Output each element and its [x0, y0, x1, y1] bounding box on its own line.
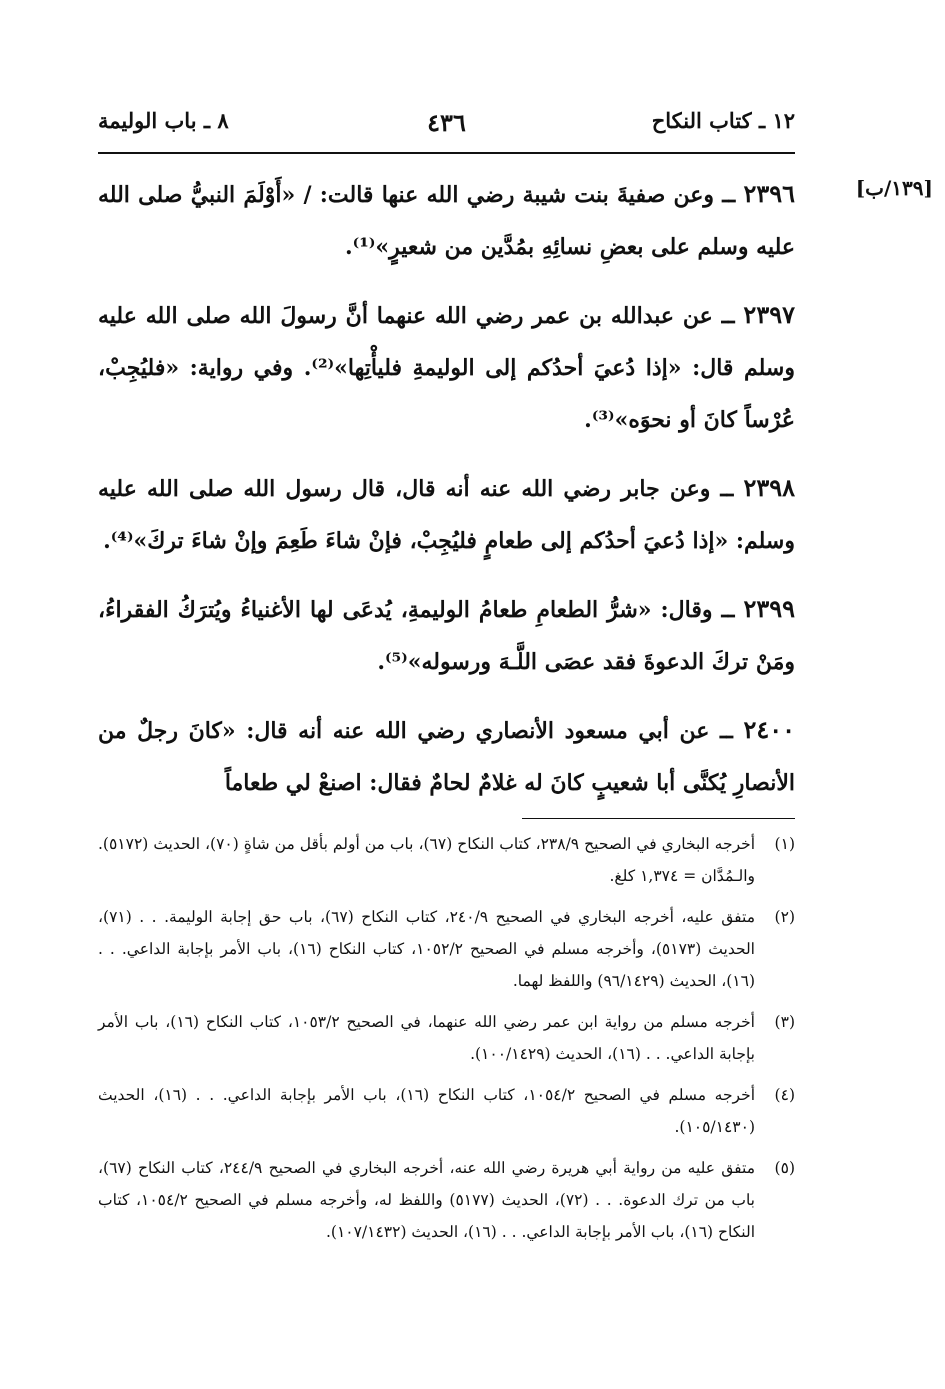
- hadith-number: ٢٣٩٩: [743, 594, 795, 623]
- footnote-number: (٤): [774, 1086, 795, 1104]
- footnote-number: (١): [774, 835, 795, 853]
- footnote-text: أخرجه مسلم في الصحيح ١٠٥٤/٢، كتاب النكاح (١٦)، باب الأمر بإجابة الداعي. . . (١٦)، الحديث (١٠٥/١٤٣٠).: [98, 1086, 756, 1136]
- footnote-text: أخرجه مسلم من رواية ابن عمر رضي الله عنهما، في الصحيح ١٠٥٣/٢، كتاب النكاح (١٦)، باب الأمر بإجابة الداعي. . . (١٦)، الحديث (١٠٠/١٤٢٩).: [98, 1013, 755, 1063]
- hadith-number: ٢٣٩٦: [743, 179, 795, 208]
- footnote-2: [98, 901, 795, 997]
- page-number: ٤٣٦: [427, 108, 466, 137]
- hadith-2400: ٢٤٠٠ ــ عن أبي مسعود الأنصاري رضي الله عنه أنه قال: «كانَ رجلٌ من الأنصارِ يُكنَّى أبا شعيبٍ كانَ له غلامٌ لحامٌ فقال: اصنعْ لي طعاماً: [98, 715, 795, 796]
- header-rule: [98, 152, 795, 154]
- hadith-number: ٢٣٩٨: [743, 473, 795, 502]
- hadith-2398: ٢٣٩٨ ــ وعن جابر رضي الله عنه أنه قال، قال رسول الله صلى الله عليه وسلم: «إذا دُعيَ أحدُكم إلى طعامٍ فليُجِبْ، فإنْ شاءَ طَعِمَ وإنْ شاءَ تركَ»⁽⁴⁾.: [98, 473, 795, 554]
- hadith-text: وقال: «شرُّ الطعامِ طعامُ الوليمةِ، يُدعَى لها الأغنياءُ ويُترَكُ الفقراءُ، ومَنْ تركَ الدعوةَ فقد عصَى اللَّـهَ ورسوله»⁽⁵⁾.: [98, 597, 795, 675]
- running-header: [98, 108, 795, 148]
- hadith-text: وعن صفيةَ بنت شيبة رضي الله عنها قالت: / «أَوْلَمَ النبيُّ صلى الله عليه وسلم على بعضِ نسائِهِ بمُدَّين من شعيرٍ»⁽¹⁾.: [98, 182, 795, 260]
- hadith-2399: ٢٣٩٩ ــ وقال: «شرُّ الطعامِ طعامُ الوليمةِ، يُدعَى لها الأغنياءُ ويُترَكُ الفقراءُ، ومَنْ تركَ الدعوةَ فقد عصَى اللَّـهَ ورسوله»⁽⁵⁾.: [98, 594, 795, 675]
- footnote-number: (٣): [774, 1013, 795, 1031]
- footnote-rule: [522, 818, 795, 819]
- hadith-text: عن عبدالله بن عمر رضي الله عنهما أنَّ رسولَ الله صلى الله عليه وسلم قال: «إذا دُعيَ أحدُكم إلى الوليمةِ فليأْتِها»⁽²⁾. وفي رواية: «فليُجِبْ، عُرْساً كانَ أو نحوَه»⁽³⁾.: [98, 303, 795, 433]
- footnote-text: متفق عليه، أخرجه البخاري في الصحيح ٢٤٠/٩، كتاب النكاح (٦٧)، باب حق إجابة الوليمة. . . (٧١)، الحديث (٥١٧٣)، وأخرجه مسلم في الصحيح ١٠٥٢/٢، كتاب النكاح (١٦)، باب الأمر بإجابة الداعي. . . (١٦)، الحديث (٩٦/١٤٢٩) واللفظ لهما.: [98, 908, 756, 990]
- footnote-text: أخرجه البخاري في الصحيح ٢٣٨/٩، كتاب النكاح (٦٧)، باب من أولم بأقل من شاةٍ (٧٠)، الحديث (٥١٧٢). والـمُدَّان = ١,٣٧٤ كلغ.: [98, 835, 756, 885]
- hadith-2397: ٢٣٩٧ ــ عن عبدالله بن عمر رضي الله عنهما أنَّ رسولَ الله صلى الله عليه وسلم قال: «إذا دُعيَ أحدُكم إلى الوليمةِ فليأْتِها»⁽²⁾. وفي رواية: «فليُجِبْ، عُرْساً كانَ أو نحوَه»⁽³⁾.: [98, 300, 795, 433]
- footnote-4: [98, 1079, 795, 1143]
- header-chapter: ١٢ ـ كتاب النكاح: [651, 108, 795, 133]
- main-text: [98, 168, 795, 825]
- hadith-number: ٢٣٩٧: [743, 300, 795, 329]
- hadith-number: ٢٤٠٠: [743, 715, 795, 744]
- footnotes: [98, 828, 795, 1257]
- hadith-text: وعن جابر رضي الله عنه أنه قال، قال رسول الله صلى الله عليه وسلم: «إذا دُعيَ أحدُكم إلى طعامٍ فليُجِبْ، فإنْ شاءَ طَعِمَ وإنْ شاءَ تركَ»⁽⁴⁾.: [98, 476, 795, 554]
- footnote-number: (٥): [774, 1159, 795, 1177]
- footnote-number: (٢): [774, 908, 795, 926]
- hadith-text: عن أبي مسعود الأنصاري رضي الله عنه أنه قال: «كانَ رجلٌ من الأنصارِ يُكنَّى أبا شعيبٍ كانَ له غلامٌ لحامٌ فقال: اصنعْ لي طعاماً: [98, 718, 795, 796]
- manuscript-folio-marker: [١٣٩/ب]: [855, 176, 933, 200]
- footnote-3: [98, 1006, 795, 1070]
- footnote-text: متفق عليه من رواية أبي هريرة رضي الله عنه، أخرجه البخاري في الصحيح ٢٤٤/٩، كتاب النكاح (٦٧)، باب من ترك الدعوة. . . (٧٢)، الحديث (٥١٧٧) واللفظ له، وأخرجه مسلم في الصحيح ١٠٥٤/٢، كتاب النكاح (١٦)، باب الأمر بإجابة الداعي. . . (١٦)، الحديث (١٠٧/١٤٣٢).: [98, 1159, 756, 1241]
- footnote-1: [98, 828, 795, 892]
- hadith-2396: ٢٣٩٦ ــ وعن صفيةَ بنت شيبة رضي الله عنها قالت: / «أَوْلَمَ النبيُّ صلى الله عليه وسلم على بعضِ نسائِهِ بمُدَّين من شعيرٍ»⁽¹⁾.: [98, 179, 795, 260]
- footnote-5: [98, 1152, 795, 1248]
- header-section: ٨ ـ باب الوليمة: [98, 108, 229, 133]
